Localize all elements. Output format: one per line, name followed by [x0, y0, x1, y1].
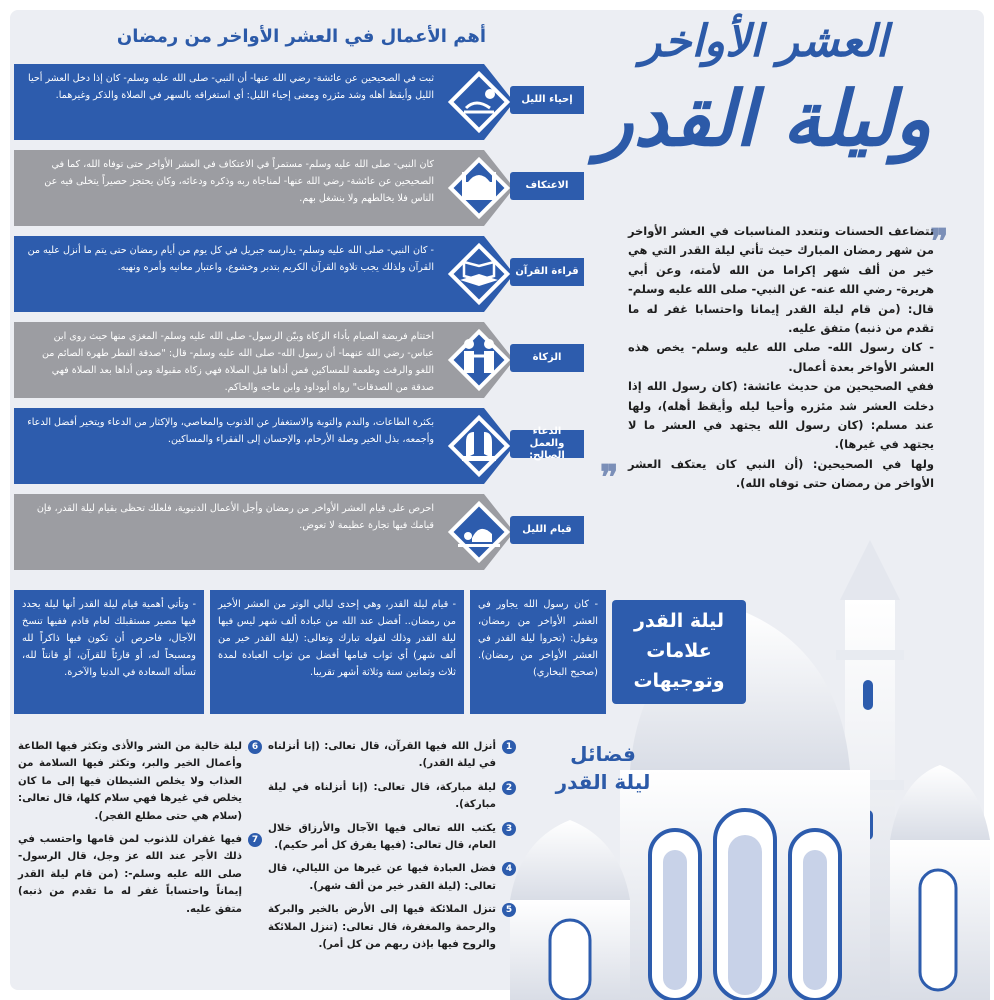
- work-label: قراءة القرآن: [510, 258, 584, 286]
- work-label: الزكاة: [510, 344, 584, 372]
- signs-title-line: علامات: [646, 640, 712, 662]
- virtue-text: ليلة خالية من الشر والأذى وتكثر فيها الطاعة وأعمال الخير والبر، وتكثر فيها السلامة من العذاب ولا يخلص الشيطان فيها إلى ما كان يخلص في غيرها فهي سلام كلها، قال تعالى: (سلام هي حتى مطلع الفجر).: [18, 741, 242, 822]
- virtue-text: فضل العبادة فيها عن غيرها من الليالي، قال تعالى: (ليلة القدر خير من ألف شهر).: [268, 863, 496, 892]
- virtue-item: [268, 738, 516, 773]
- work-row: [14, 236, 579, 312]
- virtue-number: 2: [502, 781, 516, 795]
- sign-box-1: - كان رسول الله يجاور في العشر الأواخر من رمضان، ويقول: (تحروا ليلة القدر في العشر الأواخر من رمضان). (صحيح البخاري): [470, 590, 606, 714]
- virtue-text: يكتب الله تعالى فيها الآجال والأرزاق خلال العام، قال تعالى: (فيها يفرق كل أمر حكيم).: [268, 822, 496, 852]
- main-title-line1: العشر الأواخر: [640, 16, 888, 67]
- praying-hands-icon: [444, 408, 514, 484]
- intro-paragraph: - كان رسول الله- صلى الله عليه وسلم- يخص هذه العشر الأواخر بعدة أعمال.: [628, 340, 934, 374]
- virtue-text: فيها غفران للذنوب لمن قامها واحتسب في ذلك الأجر عند الله عز وجل، قال الرسول- صلى الله عليه وسلم-: (من قام ليلة القدر إيماناً واحتساباً غفر له ما تقدم من ذنبه) متفق عليه.: [18, 834, 242, 915]
- work-text: بكثرة الطاعات، والندم والتوبة والاستغفار عن الذنوب والمعاصي، والإكثار من الدعاء ويتخير أفضل الدعاء وأجمعه، بذل الخير وصلة الأرحام، والإحسان إلى الفقراء والمساكين.: [14, 408, 444, 484]
- virtue-number: 4: [502, 862, 516, 876]
- signs-title: [612, 600, 746, 704]
- virtue-number: 6: [248, 740, 262, 754]
- virtues-column-right: [268, 738, 516, 959]
- virtues-column-left: [18, 738, 262, 924]
- intro-paragraph: ففي الصحيحين من حديث عائشة: (كان رسول الله إذا دخلت العشر شد مئزره وأحيا ليله وأيقظ أهله)، ولها عند مسلم: (كان رسول الله يجتهد في العشر ما لا يجتهد في غيرها).: [628, 379, 934, 452]
- quote-close-icon: ❞: [600, 458, 619, 498]
- work-text: اختتام فريضة الصيام بأداء الزكاة وبيّن الرسول- صلى الله عليه وسلم- المغزى منها حيث روى ابن عباس- رضي الله عنهما- أن رسول الله- صلى الله عليه وسلم- قال: "صدقة الفطر طهرة الصائم من اللغو والرفث وطعمة للمساكين فمن أداها قبل الصلاة فهي زكاة مقبولة ومن أداها بعد الصلاة فهي صدقة من الصدقات" رواه أبوداود وابن ماجه والحاكم.: [14, 322, 444, 398]
- virtue-number: 5: [502, 903, 516, 917]
- work-text: - كان النبي- صلى الله عليه وسلم- يدارسه جبريل في كل يوم من أيام رمضان حتى يتم ما أنزل عليه من القرآن ولذلك يجب تلاوة القرآن الكريم بتدبر وخشوع، واعتبار معانيه وأمره ونهيه.: [14, 236, 444, 312]
- works-section-title: أهم الأعمال في العشر الأواخر من رمضان: [116, 26, 486, 47]
- work-row: [14, 494, 570, 570]
- work-row: [14, 322, 570, 398]
- work-row: [14, 150, 570, 226]
- virtue-item: [268, 820, 516, 855]
- mosque-icon: [444, 150, 514, 226]
- work-label: الدعاء والعمل الصالح:: [510, 430, 584, 458]
- work-label: قيام الليل: [510, 516, 584, 544]
- main-title-line2: وليلة القدر: [596, 74, 932, 163]
- quote-open-icon: ❞: [930, 222, 949, 262]
- work-label: الاعتكاف: [510, 172, 584, 200]
- sign-box-3: - وتأتي أهمية قيام ليلة القدر أنها ليلة يحدد فيها مصير مستقبلك لعام قادم ففيها تنسخ الآجال، فاحرص أن تكون فيها ذاكراً لله ومسبحاً له، أو قارئاً للقرآن، أو قانتاً لله، تسأله السعادة في الدنيا والآخرة.: [14, 590, 204, 714]
- main-title: [574, 10, 954, 164]
- virtue-item: [268, 779, 516, 814]
- virtue-item: [268, 901, 516, 953]
- sign-box-2: - قيام ليلة القدر، وهي إحدى ليالي الوتر من العشر الأخير من رمضان.. أفضل عند الله من عبادة ألف شهر ليس فيها ليلة القدر وذلك لقوله تبارك وتعالى: (ليلة القدر خير من ألف شهر) أي ثواب قيامها أفضل من ثواب العبادة لمدة ثلاث وثمانين سنة وثلاثة أشهر تقريبا.: [210, 590, 464, 714]
- work-row: [14, 408, 570, 484]
- signs-title-line: ليلة القدر: [633, 610, 725, 632]
- virtues-title: [548, 740, 658, 796]
- virtues-title-line: ليلة القدر: [555, 770, 651, 794]
- intro-paragraph: تتضاعف الحسنات وتتعدد المناسبات في العشر الأواخر من شهر رمضان المبارك حيث تأتي ليلة القدر التي هي خير من ألف شهر إكراما من الله لأمته، وعن أبي هريرة- رضي الله عنه- عن النبي- صلى الله عليه وسلم- قال: (من قام ليلة القدر إيمانا واحتسابا غفر له ما تقدم من ذنبه) متفق عليه.: [628, 224, 934, 336]
- work-row: [14, 64, 573, 140]
- work-text: ثبت في الصحيحين عن عائشة- رضي الله عنها- أن النبي- صلى الله عليه وسلم- كان إذا دخل العشر أحيا الليل وأيقظ أهله وشد مئزره ومعنى إحياء الليل: أي استغراقه بالسهر في الصلاة والذكر وغيرهما.: [14, 64, 444, 140]
- work-text: احرص على قيام العشر الأواخر من رمضان وأجل الأعمال الدنيوية، فلعلك تحظى بقيام ليلة القدر، فإن قيامك فيها تجارة عظيمة لا تعوض.: [14, 494, 444, 570]
- virtue-text: أنزل الله فيها القرآن، قال تعالى: (إنا أنزلناه في ليلة القدر).: [268, 741, 496, 770]
- virtue-text: ليلة مباركة، قال تعالى: (إنا أنزلناه في ليلة مباركة).: [268, 781, 496, 811]
- virtue-text: تنزل الملائكة فيها إلى الأرض بالخير والبركة والرحمة والمغفرة، قال تعالى: (تنزل الملائكة والروح فيها بإذن ربهم من كل أمر).: [268, 904, 496, 951]
- virtue-number: 3: [502, 822, 516, 836]
- virtues-title-line: فضائل: [570, 742, 636, 766]
- virtue-item: [18, 831, 262, 918]
- moon-icon: [444, 64, 514, 140]
- work-text: كان النبي- صلى الله عليه وسلم- مستمراً في الاعتكاف في العشر الأواخر حتى توفاه الله، كما في الصحيحين عن عائشة- رضي الله عنها- لمناجاة ربه وذكره ودعائه، وكان يحتجز حصيراً يتخلى فيه عن الناس فلا يخالطهم ولا ينشغل بهم.: [14, 150, 444, 226]
- virtue-number: 1: [502, 740, 516, 754]
- virtue-item: [268, 860, 516, 895]
- signs-title-line: وتوجيهات: [633, 670, 725, 692]
- charity-icon: [444, 322, 514, 398]
- virtue-item: [18, 738, 262, 825]
- virtue-number: 7: [248, 833, 262, 847]
- quran-icon: [444, 236, 514, 312]
- intro-text: [628, 222, 934, 494]
- intro-paragraph: ولها في الصحيحين: (أن النبي كان يعتكف العشر الأواخر من رمضان حتى توفاه الله).: [628, 456, 934, 491]
- work-label: إحياء الليل: [510, 86, 584, 114]
- prostrating-icon: [444, 494, 514, 570]
